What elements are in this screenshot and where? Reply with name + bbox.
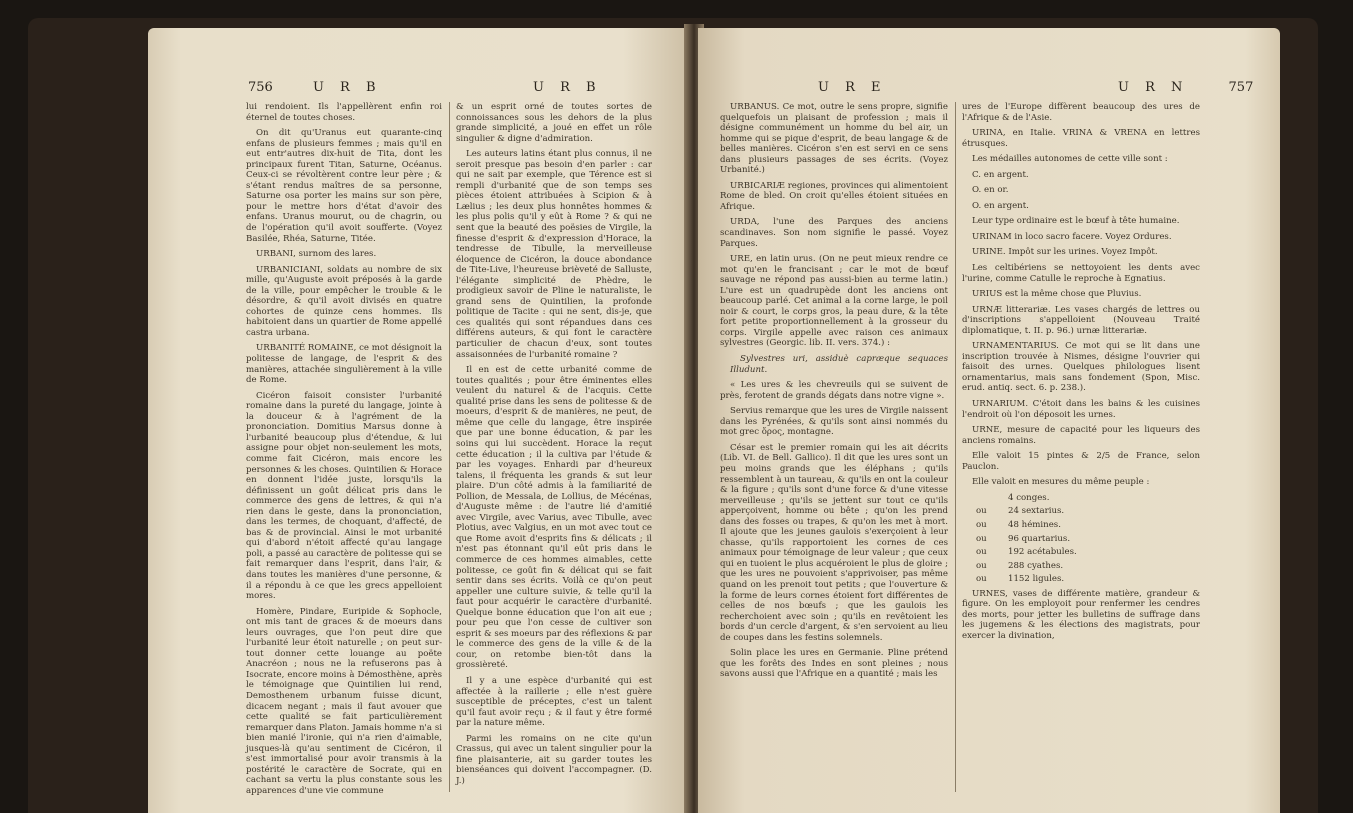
text-paragraph: ures de l'Europe diffèrent beaucoup des ures de l'Afrique & de l'Asie. (962, 102, 1200, 123)
text-paragraph: On dit qu'Uranus eut quarante-cinq enfans de plusieurs femmes ; mais qu'il en eut entr'autres dix-huit de Tita, dont les principaux furent Titan, Saturne, Océanus. Ceux-ci se révoltèrent contre leur père ; & s'étant rendus maîtres de sa personne, Saturne osa porter les mains sur son père, pour le mettre hors d'état d'avoir des enfans. Uranus mourut, ou de chagrin, ou de l'opération qu'il avoit soufferte. (Voyez Basilée, Rhéa, Saturne, Titée. (246, 128, 442, 244)
text-paragraph: Il en est de cette urbanité comme de toutes qualités ; pour être éminentes elles veulent du naturel & de l'acquis. Cette qualité prise dans les sens de politesse & de moeurs, d'esprit & de manières, ne peut, de même que celle du langage, être inspirée que par une bonne éducation, & par les soins qui lui succèdent. Horace la reçut cette éducation ; il la cultiva par l'étude & par les voyages. Enhardi par d'heureux talens, il fréquenta les grands & sut leur plaire. D'un côté admis à la familiarité de Pollion, de Messala, de Lollius, de Mécénas, d'Auguste même : de l'autre lié d'amitié avec Virgile, avec Varius, avec Tibulle, avec Plotius, avec Valgius, en un mot avec tout ce que Rome avoit d'esprits fins & délicats ; il n'est pas étonnant qu'il eût pris dans le commerce de ces hommes aimables, cette politesse, ce goût fin & délicat qui se fait sentir dans ses écrits. Voilà ce qu'on peut appeller une culture suivie, & telle qu'il la faut pour acquérir le caractère d'urbanité. Quelque bonne éducation que l'on ait eue ; pour peu que l'on cesse de cultiver son esprit & ses moeurs par des réflexions & par le commerce des gens de la ville & de la cour, on retombe bien-tôt dans la grossièreté. (456, 365, 653, 671)
text-paragraph: Leur type ordinaire est le bœuf à tête humaine. (972, 216, 1180, 227)
list-item (976, 534, 1200, 545)
text-paragraph: Solin place les ures en Germanie. Pline prétend que les forêts des Indes en sont pleines ; nous savons aussi que l'Afrique en a quantité ; mais les (720, 648, 948, 680)
header-right-of-left-page: U R B (533, 80, 602, 95)
entry-urina: URINA, en Italie. VRINA & VRENA en lettres étrusques. (962, 128, 1200, 149)
list-or: ou (976, 547, 987, 558)
left-page-column-1 (246, 102, 442, 801)
entry-urbani: URBANI, surnom des lares. (256, 249, 377, 260)
entry-ure: URE, en latin urus. (On ne peut mieux rendre ce mot qu'en le francisant ; car le mot de bœuf sauvage ne répond pas aussi-bien au terme latin.) L'ure est un quadrupède dont les anciens ont beaucoup parlé. Cet animal a la corne large, le poil noir & court, le corps gros, la peau dure, & la tête fort petite proportionnellement à la grosseur du corps. Virgile appelle avec raison ces animaux sylvestres (Georgic. lib. II. vers. 374.) : (720, 254, 948, 349)
header-left: U R B (312, 80, 382, 95)
list-item (976, 506, 1200, 517)
text-paragraph: Il y a une espèce d'urbanité qui est affectée à la raillerie ; elle n'est guère susceptible de préceptes, c'est un talent qu'il faut avoir reçu ; & il faut y être formé par la nature même. (456, 675, 652, 729)
entry-urbicariae: URBICARIÆ regiones, provinces qui alimentoient Rome de bled. On croit qu'elles étoient situées en Afrique. (720, 180, 948, 212)
list-item (976, 561, 1200, 572)
list-or: ou (976, 574, 987, 585)
text-paragraph: Homère, Pindare, Euripide & Sophocle, ont mis tant de graces & de moeurs dans leurs ouvrages, que l'on peut dire que l'urbanité leur étoit naturelle ; on peut sur-tout donner cette louange au poëte Anacréon ; nous ne la refuserons pas à Isocrate, encore moins à Démosthène, après le témoignage que Quintilien lui rend, Demosthenem urbanum fuisse dicunt, dicacem negant ; mais il faut avouer que cette qualité se fait particulièrement remarquer dans Platon. Jamais homme n'a si bien manié l'ironie, qui n'a rien d'aimable, jusques-là qu'au sentiment de Cicéron, il s'est immortalisé pour avoir transmis à la postérité le caractère de Socrate, qui en cachant sa vertu la plus constante sous les apparences d'une vie commune (246, 606, 442, 796)
quotation: Sylvestres uri, assiduè capræque sequaces Illudunt. (730, 354, 948, 375)
list-or: ou (976, 560, 987, 571)
entry-urnamentarius: URNAMENTARIUS. Ce mot qui se lit dans une inscription trouvée à Nismes, désigne l'ouvrier qui faisoit des urnes. Quelques philologues lisent ornamentarius, mais sans fondement (Spon, Misc. erud. antiq. sect. 6. p. 238.). (962, 341, 1200, 394)
list-value: 288 cyathes. (1008, 560, 1064, 571)
text-paragraph: lui rendoient. Ils l'appellèrent enfin roi éternel de toutes choses. (246, 102, 442, 123)
entry-urbaniciani: URBANICIANI, soldats au nombre de six mille, qu'Auguste avoit préposés à la garde de la ville, pour empêcher le trouble & le désordre, & qu'il avoit divisés en quatre cohortes de quinze cens hommes. Ils habitoient dans un quartier de Rome appellé castra urbana. (246, 264, 442, 338)
left-page-column-2 (456, 102, 652, 791)
right-page (698, 28, 1280, 813)
entry-urine: URINE. Impôt sur les urines. Voyez Impôt. (972, 247, 1158, 258)
entry-urbanite-romaine: URBANITÉ ROMAINE, ce mot désignoit la politesse de langage, de l'esprit & des manières, attachée singulièrement à la ville de Rome. (246, 343, 442, 386)
entry-urius: URIUS est la même chose que Pluvius. (972, 289, 1142, 300)
text-paragraph: Elle valoit en mesures du même peuple : (972, 477, 1150, 488)
list-value: 4 conges. (1008, 492, 1050, 503)
entry-urnarium: URNARIUM. C'étoit dans les bains & les cuisines l'endroit où l'on déposoit les urnes. (962, 399, 1200, 420)
right-page-column-2 (962, 102, 1200, 646)
list-value: 48 hémines. (1008, 519, 1061, 530)
entry-urnes: URNES, vases de différente matière, grandeur & figure. On les employoit pour renfermer les cendres des morts, pour jetter les bulletins de suffrage dans les jugemens & les élections des magistrats, pour exercer la divination, (962, 588, 1200, 641)
entry-urnae: URNÆ litterariæ. Les vases chargés de lettres ou d'inscriptions s'appelloient (Nouveau Traité diplomatique, t. II. p. 96.) urnæ litterariæ. (962, 304, 1200, 336)
left-page (148, 28, 688, 813)
text-paragraph: César est le premier romain qui les ait décrits (Lib. VI. de Bell. Gallico). Il dit que les ures sont un peu moins grands que les éléphans ; qu'ils ressemblent à un taureau, & qu'ils en ont la couleur & la figure ; qu'ils sont d'une force & d'une vitesse merveilleuse ; qu'ils se jettent sur tout ce qu'ils apperçoivent, homme ou bête ; qu'on les prend dans des fosses ou trapes, & qu'on les met à mort. Il ajoute que les jeunes gaulois s'exerçoient à leur chasse, qu'ils rapportoient les cornes de ces animaux pour témoignage de leur valeur ; que ceux qui en tuoient le plus acquéroient le plus de gloire ; que les ures ne pouvoient s'apprivoiser, pas même quand on les prenoit tout petits ; que l'ouverture & la forme de leurs cornes étoient fort différentes de celles de nos bœufs ; que les gaulois les recherchoient avec soin ; qu'ils en revêtoient les bords d'un cercle d'argent, & s'en servoient au lieu de coupes dans les festins solemnels. (720, 442, 948, 643)
text-paragraph: Cicéron faisoit consister l'urbanité romaine dans la pureté du langage, jointe à la douceur & à l'agrément de la prononciation. Domitius Marsus donne à l'urbanité beaucoup plus d'étendue, & lui assigne pour objet non-seulement les mots, comme fait Cicéron, mais encore les personnes & les choses. Quintilien & Horace en donnent l'idée juste, lorsqu'ils la définissent un goût délicat pris dans le commerce des gens de lettres, & qui n'a rien dans le geste, dans la prononciation, dans les termes, de choquant, d'affecté, de bas & de provincial. Ainsi le mot urbanité qui d'abord n'étoit affecté qu'au langage poli, a passé au caractère de politesse qui se fait remarquer dans l'esprit, dans l'air, & dans toutes les manières d'une personne, & il a répondu à ce que les grecs appelloient mores. (246, 390, 442, 602)
text-paragraph: & un esprit orné de toutes sortes de connoissances sous les dehors de la plus grande simplicité, a joué en effet un rôle singulier & digne d'admiration. (456, 102, 652, 144)
header-left-of-right-page: U R E (818, 80, 887, 95)
list-or: ou (976, 506, 987, 517)
text-paragraph: « Les ures & les chevreuils qui se suivent de près, ferotent de grands dégats dans notre vigne ». (720, 380, 948, 401)
list-item (976, 520, 1200, 531)
text-paragraph: Parmi les romains on ne cite qu'un Crassus, qui avec un talent singulier pour la fine plaisanterie, ait su garder toutes les bienséances qui doivent l'accompagner. (D. J.) (456, 733, 652, 786)
text-paragraph: Les celtibériens se nettoyoient les dents avec l'urine, comme Catulle le reproche à Egnatius. (962, 263, 1200, 284)
medal-item: C. en argent. (972, 169, 1029, 180)
list-item (976, 493, 1200, 504)
list-value: 24 sextarius. (1008, 506, 1065, 517)
entry-urinam: URINAM in loco sacro facere. Voyez Ordures. (972, 231, 1172, 242)
medal-item: O. en argent. (972, 200, 1029, 211)
page-number-right: 757 (1228, 80, 1254, 95)
list-value: 96 quartarius. (1008, 533, 1071, 544)
column-rule (449, 102, 450, 792)
list-value: 1152 ligules. (1008, 574, 1065, 585)
header-right: U R N (1118, 80, 1189, 95)
column-rule (955, 102, 956, 792)
page-number-left: 756 (248, 80, 273, 95)
text-paragraph: Servius remarque que les ures de Virgile naissent dans les Pyrénées, & qu'ils sont ainsi nommés du mot grec ὄρος, montagne. (720, 406, 948, 438)
entry-urne: URNE, mesure de capacité pour les liqueurs des anciens romains. (962, 425, 1200, 446)
left-page-number-header (248, 80, 382, 95)
list-or: ou (976, 519, 987, 530)
entry-urda: URDA, l'une des Parques des anciens scandinaves. Son nom signifie le passé. Voyez Parques. (720, 217, 948, 249)
measures-list (962, 493, 1200, 585)
text-paragraph: Elle valoit 15 pintes & 2/5 de France, selon Pauclon. (962, 451, 1200, 472)
right-page-column-1 (720, 102, 948, 685)
text-paragraph: Les médailles autonomes de cette ville sont : (972, 154, 1168, 165)
list-or (976, 493, 994, 504)
list-item (976, 547, 1200, 558)
right-page-number-header (1118, 80, 1253, 95)
list-value: 192 acétabules. (1008, 547, 1077, 558)
text-paragraph: Les auteurs latins étant plus connus, il ne seroit presque pas besoin d'en parler : car qui ne sait par exemple, que Térence est si rempli d'urbanité que de son temps ses pièces étoient attribuées à Scipion & à Lælius ; les deux plus honnêtes hommes & les plus polis qu'il y eût à Rome ? & qui ne sent que la beauté des poësies de Virgile, la finesse d'esprit & d'expression d'Horace, la tendresse de Tibulle, la merveilleuse éloquence de Cicéron, la douce abondance de Tite-Live, l'heureuse brièveté de Salluste, l'élégante simplicité de Phèdre, le prodigieux savoir de Pline le naturaliste, le grand sens de Quintilien, la profonde politique de Tacite : qui ne sent, dis-je, que ces qualités qui sont répandues dans ces différens auteurs, & qui font le caractère particulier de chacun d'eux, sont toutes assaisonnées de l'urbanité romaine ? (456, 149, 652, 360)
medal-item: O. en or. (972, 185, 1009, 196)
list-item (976, 574, 1200, 585)
entry-urbanus: URBANUS. Ce mot, outre le sens propre, signifie quelquefois un plaisant de profession ; mais il désigne communément un homme du bel air, un homme qui se pique d'esprit, de beau langage & de belles manières. Cicéron s'en est servi en ce sens dans plusieurs passages de ses écrits. (Voyez Urbanité.) (720, 102, 948, 176)
list-or: ou (976, 533, 987, 544)
